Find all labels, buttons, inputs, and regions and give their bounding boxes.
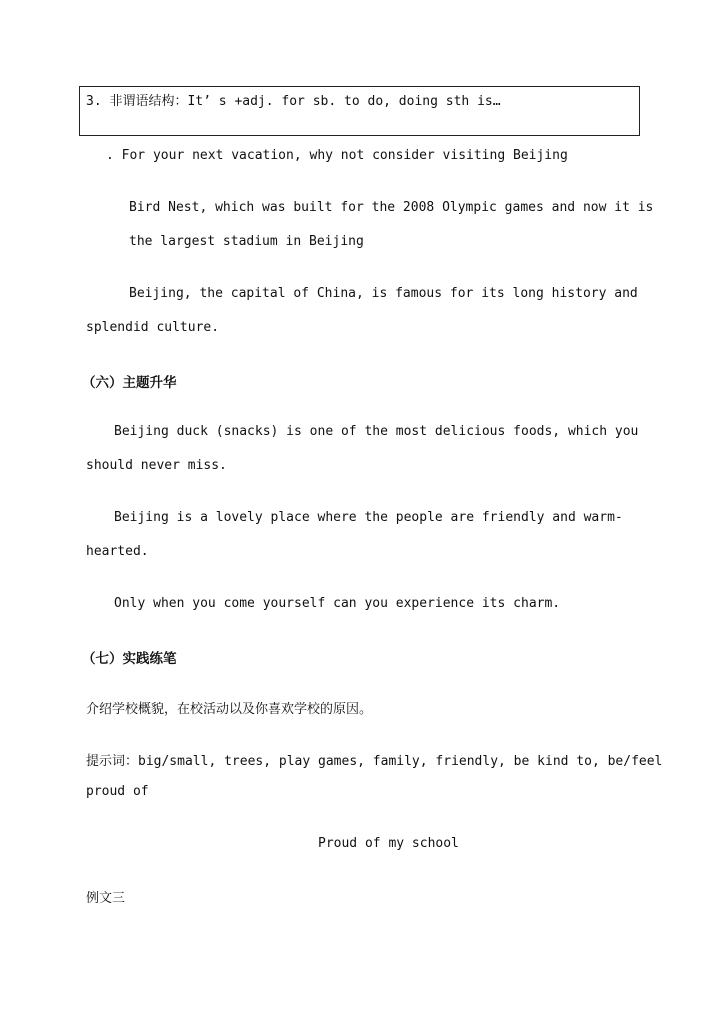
essay-title: Proud of my school — [318, 836, 459, 851]
sentence-capital-line2: splendid culture. — [86, 320, 220, 335]
sentence-lovely-line1: Beijing is a lovely place where the people are friendly and warm- — [114, 510, 623, 525]
grammar-note-text: 3. 非谓语结构：It’ s +adj. for sb. to do, doing sth is… — [86, 94, 501, 109]
section-7-heading: （七）实践练笔 — [82, 651, 177, 667]
example-label: 例文三 — [86, 891, 126, 906]
grammar-note-box — [79, 86, 640, 136]
sentence-lovely-line2: hearted. — [86, 544, 149, 559]
sentence-duck-line1: Beijing duck (snacks) is one of the most delicious foods, which you — [114, 424, 639, 439]
section-6-heading: （六）主题升华 — [82, 375, 177, 391]
sentence-capital-line1: Beijing, the capital of China, is famous for its long history and — [129, 286, 638, 301]
sentence-charm: Only when you come yourself can you experience its charm. — [114, 596, 561, 611]
task-description: 介绍学校概貌，在校活动以及你喜欢学校的原因。 — [86, 702, 373, 717]
sentence-bird-nest-line1: Bird Nest, which was built for the 2008 Olympic games and now it is — [129, 200, 654, 215]
hint-words-line2: proud of — [86, 784, 149, 799]
sentence-duck-line2: should never miss. — [86, 458, 227, 473]
hint-words-line1: 提示词：big/small, trees, play games, family, friendly, be kind to, be/feel — [86, 754, 663, 769]
sentence-bird-nest-line2: the largest stadium in Beijing — [129, 234, 364, 249]
sentence-vacation: . For your next vacation, why not consider visiting Beijing — [106, 148, 568, 163]
